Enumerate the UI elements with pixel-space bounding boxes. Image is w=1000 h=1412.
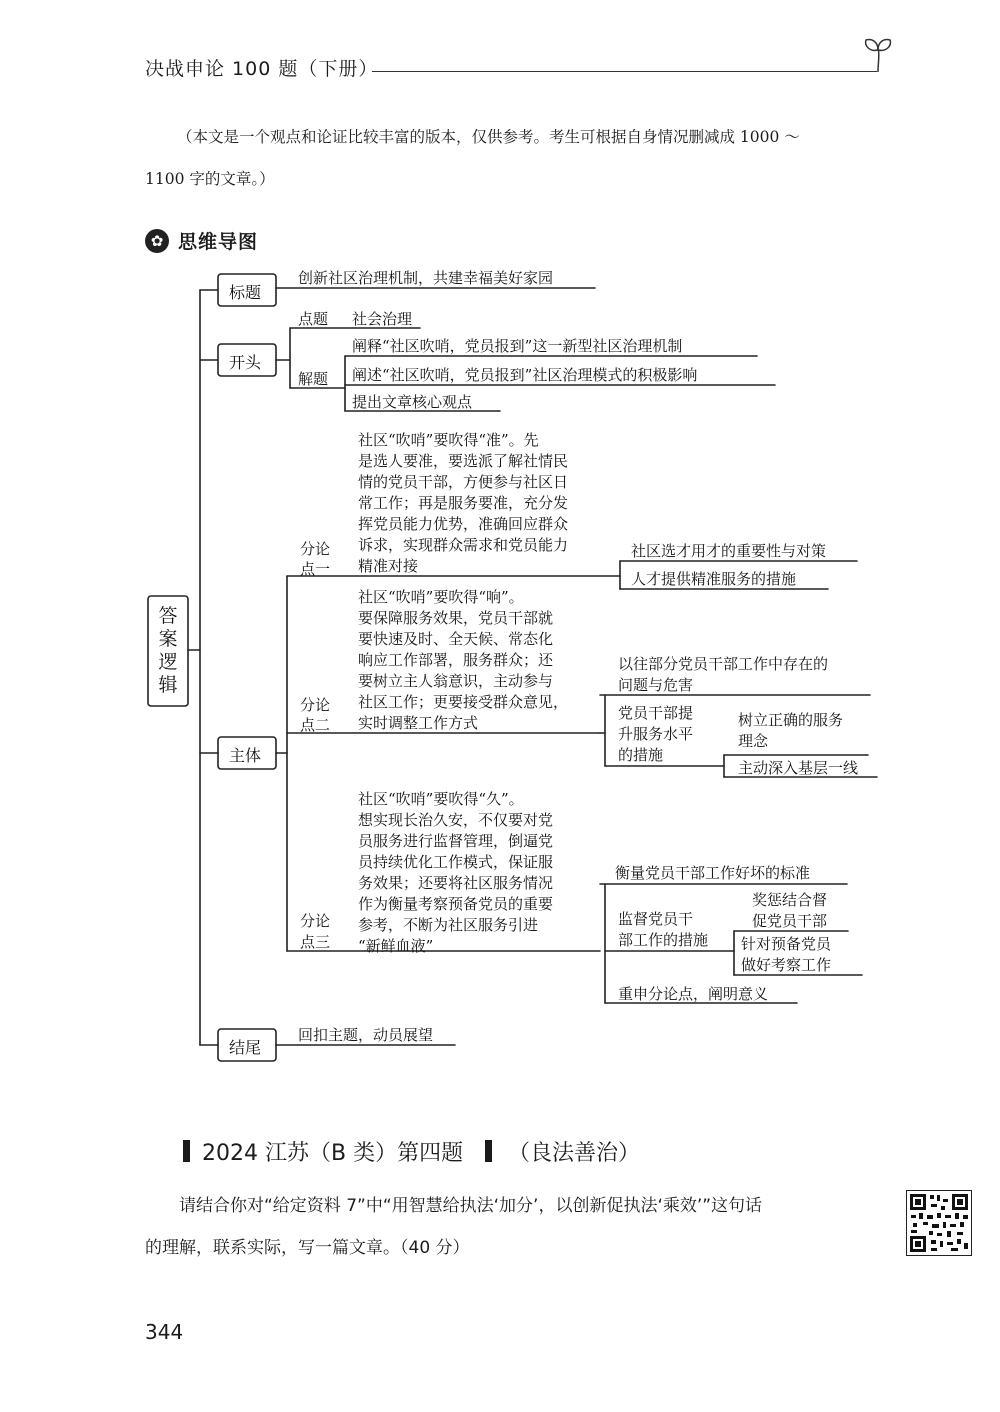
point-2-line: 要保障服务效果，党员干部就 [358,609,554,627]
point-2-label-a: 分论 [300,696,331,714]
question-tag: （良法善治） [508,1141,641,1166]
opening-point-text: 社会治理 [352,310,413,328]
point-2-line: 社区工作；更要接受群众意见， [358,693,569,711]
point-1-label-a: 分论 [300,540,331,558]
point-3-sub-item-2-line: 做好考察工作 [741,956,832,974]
node-body-label: 主体 [229,746,262,765]
opening-explain-item-3: 提出文章核心观点 [352,393,473,411]
flower-icon: ✿ [145,229,169,253]
point-3-content [358,789,598,957]
point-2-sub-item-1-line: 理念 [738,732,769,750]
point-3-branch-b [618,909,728,951]
point-3-label-b: 点三 [300,933,331,951]
point-3-branch-b-line: 监督党员干 [618,910,694,928]
point-2-line: 响应工作部署，服务群众；还 [358,651,554,669]
point-3-sub-item-1 [752,890,852,932]
point-2-branch-b [618,703,718,766]
heading-bar-right [485,1140,492,1162]
node-title-label: 标题 [229,283,262,302]
point-3-line: “新鲜血液” [358,937,434,955]
point-3-sub-item-1-line: 促党员干部 [752,912,828,930]
question-text-line-1: 请结合你对“给定资料 7”中“用智慧给执法‘加分’，以创新促执法‘乘效’”这句话 [179,1196,763,1216]
point-3-line: 想实现长治久安，不仅要对党 [358,811,554,829]
point-2-line: 要快速及时、全天候、常态化 [358,630,554,648]
question-heading-text: 2024 江苏（B 类）第四题 [202,1141,464,1166]
point-1-label-b: 点一 [300,560,331,578]
point-1-line: 诉求，实现群众需求和党员能力 [358,536,569,554]
point-3-line: 参考，不断为社区服务引进 [358,916,539,934]
point-1-line: 是选人要准，要选派了解社情民 [358,452,569,470]
point-1-line: 精准对接 [358,557,419,575]
point-2-branch-a [618,654,868,696]
point-3-sub-item-1-line: 奖惩结合督 [752,891,828,909]
page-number: 344 [145,1320,184,1344]
qr-code-icon[interactable] [906,1190,972,1256]
point-1-line: 社区“吹哨”要吹得“准”。先 [358,431,539,449]
point-3-line: 员服务进行监督管理，倒逼党 [358,832,554,850]
point-1-branch-1: 社区选才用才的重要性与对策 [631,542,827,560]
opening-explain-item-2: 阐述“社区吹哨，党员报到”社区治理模式的积极影响 [352,366,698,384]
point-2-sub-item-1 [738,710,868,752]
heading-bar-left [183,1140,190,1162]
point-2-branch-b-line: 党员干部提 [618,704,694,722]
point-2-line: 社区“吹哨”要吹得“响”。 [358,588,524,606]
point-2-content [358,587,598,734]
point-3-line: 务效果；还要将社区服务情况 [358,874,554,892]
point-2-sub-item-1-line: 树立正确的服务 [738,711,844,729]
opening-point-label: 点题 [298,310,329,328]
opening-explain-label: 解题 [298,370,329,388]
mindmap-root: 答案逻辑 [158,605,178,696]
point-3-line: 社区“吹哨”要吹得“久”。 [358,790,524,808]
running-header-title: 决战申论 100 题（下册） [145,58,379,80]
intro-note-line-2: 1100 字的文章。） [145,170,275,188]
question-text-line-2: 的理解，联系实际，写一篇文章。（40 分） [145,1238,470,1258]
point-2-label-b: 点二 [300,716,331,734]
point-3-label-a: 分论 [300,912,331,930]
point-1-line: 常工作；再是服务要准，充分发 [358,494,569,512]
point-2-line: 要树立主人翁意识，主动参与 [358,672,554,690]
point-2-branch-b-line: 升服务水平 [618,725,694,743]
point-3-sub-item-2 [741,934,861,976]
point-2-branch-a-line: 以往部分党员干部工作中存在的 [618,655,829,673]
node-opening-label: 开头 [229,353,262,372]
point-1-content [358,430,608,577]
node-ending-label: 结尾 [229,1038,262,1057]
point-3-branch-b-line: 部工作的措施 [618,931,709,949]
point-3-sub-item-2-line: 针对预备党员 [741,935,832,953]
point-3-branch-c: 重申分论点，阐明意义 [618,985,769,1003]
point-1-line: 挥党员能力优势，准确回应群众 [358,515,569,533]
point-3-branch-a: 衡量党员干部工作好坏的标准 [615,864,811,882]
node-title-text: 创新社区治理机制，共建幸福美好家园 [298,269,554,287]
point-2-sub-item-2: 主动深入基层一线 [738,759,859,777]
intro-note-line-1: （本文是一个观点和论证比较丰富的版本，仅供参考。考生可根据自身情况删减成 1000 ～ [177,128,800,146]
section-title: 思维导图 [178,231,259,253]
point-2-branch-a-line: 问题与危害 [618,676,694,694]
point-1-line: 情的党员干部，方便参与社区日 [358,473,569,491]
point-2-line: 实时调整工作方式 [358,714,479,732]
point-2-branch-b-line: 的措施 [618,746,664,764]
opening-explain-item-1: 阐释“社区吹哨，党员报到”这一新型社区治理机制 [352,337,683,355]
point-3-line: 员持续优化工作模式，保证服 [358,853,554,871]
node-ending-text: 回扣主题，动员展望 [298,1026,434,1044]
point-1-branch-2: 人才提供精准服务的措施 [631,570,797,588]
point-3-line: 作为衡量考察预备党员的重要 [358,895,554,913]
question-heading [202,1136,463,1167]
